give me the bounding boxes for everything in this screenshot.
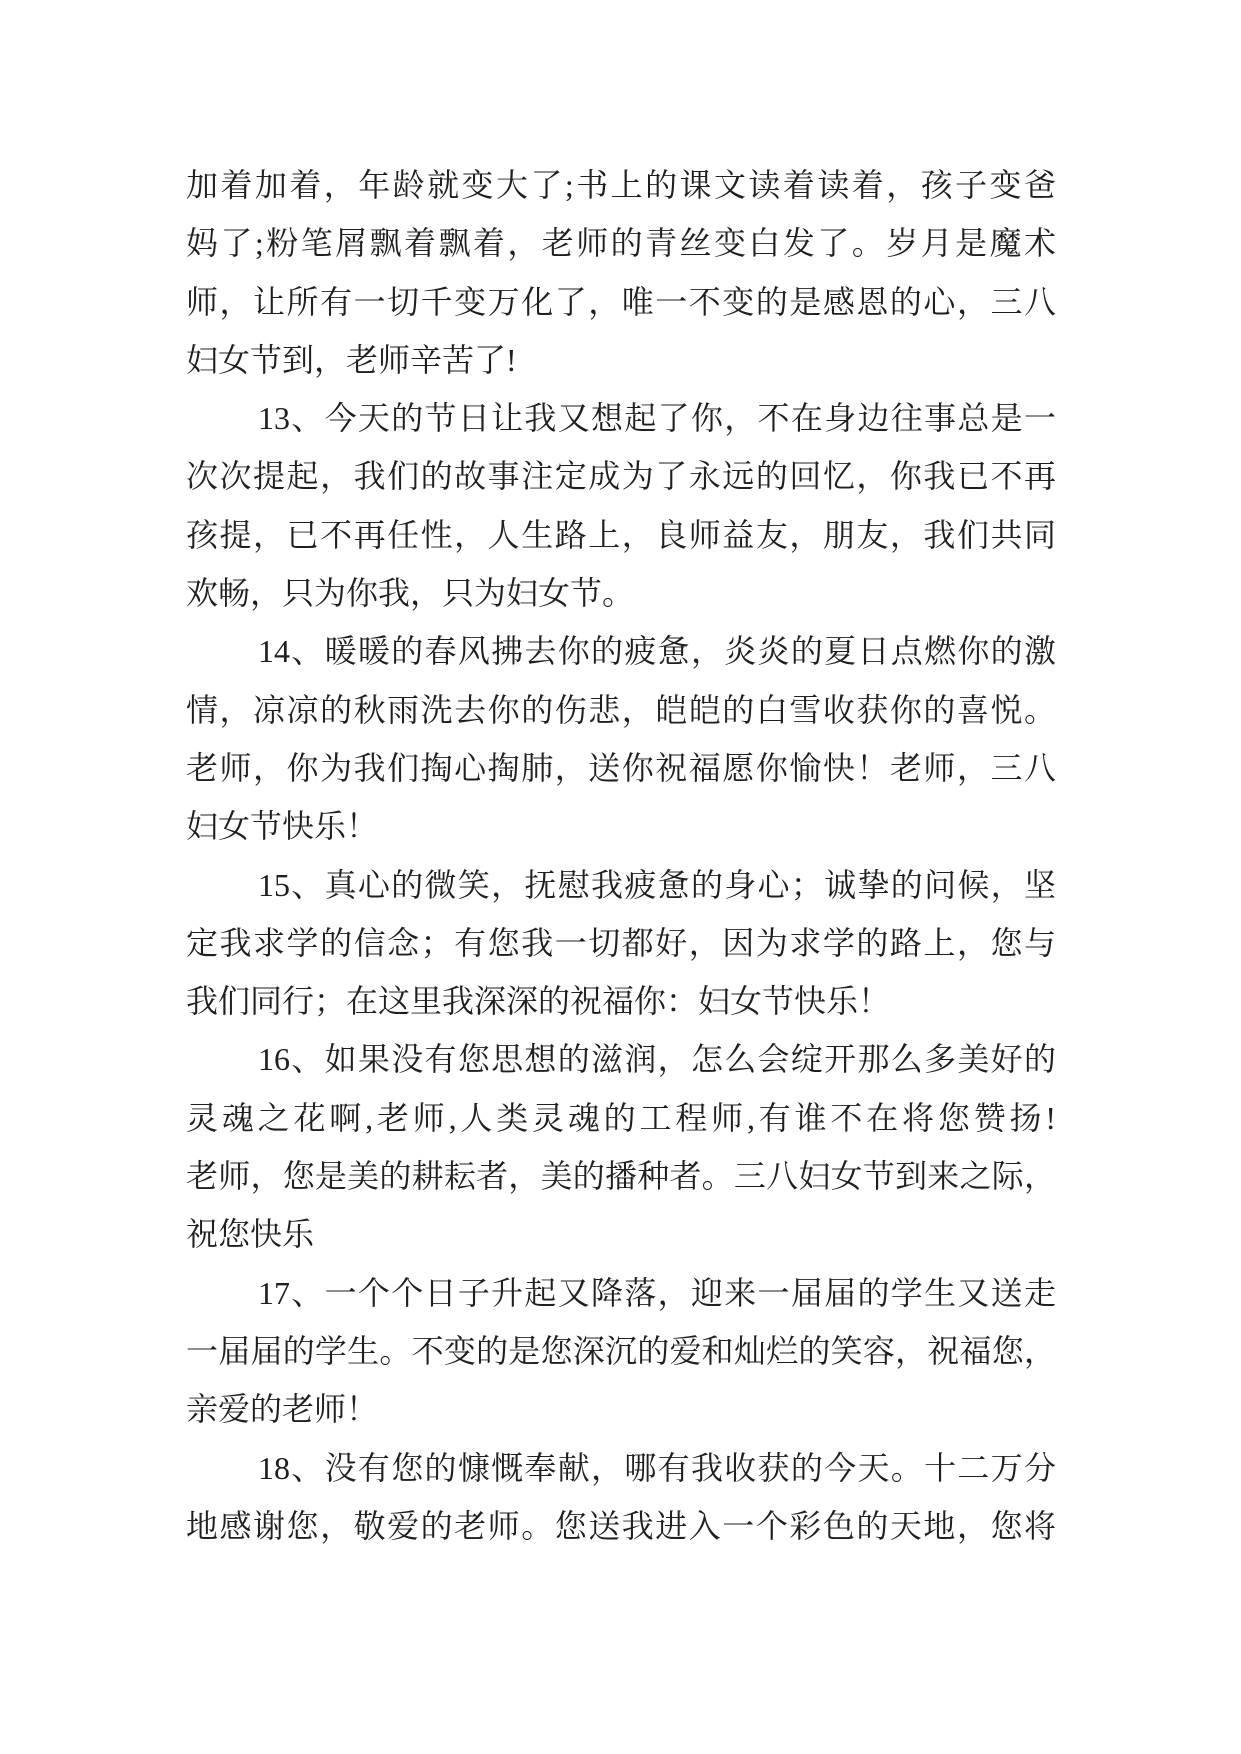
text-line: 欢畅，只为你我，只为妇女节。 xyxy=(186,575,635,612)
document-page xyxy=(186,156,1056,1555)
text-line: 16、如果没有您思想的滋润，怎么会绽开那么多美好的 xyxy=(258,1041,1056,1078)
text-line: 我们同行；在这里我深深的祝福你：妇女节快乐！ xyxy=(186,983,891,1020)
text-line: 祝您快乐 xyxy=(186,1216,315,1253)
para-13 xyxy=(186,389,1056,622)
text-line: 次次提起，我们的故事注定成为了永远的回忆，你我已不再 xyxy=(186,458,1056,495)
text-line: 17、一个个日子升起又降落，迎来一届届的学生又送走 xyxy=(258,1274,1056,1311)
para-18 xyxy=(186,1439,1056,1556)
text-line: 13、今天的节日让我又想起了你，不在身边往事总是一 xyxy=(258,400,1056,437)
para-16 xyxy=(186,1030,1056,1263)
para-15 xyxy=(186,856,1056,1031)
text-line: 14、暖暖的春风拂去你的疲惫，炎炎的夏日点燃你的激 xyxy=(258,633,1056,670)
para-14 xyxy=(186,622,1056,855)
text-line: 妈了;粉笔屑飘着飘着，老师的青丝变白发了。岁月是魔术 xyxy=(186,225,1056,262)
text-line: 定我求学的信念；有您我一切都好，因为求学的路上，您与 xyxy=(186,924,1056,961)
text-line: 15、真心的微笑，抚慰我疲惫的身心；诚挚的问候，坚 xyxy=(258,866,1056,903)
text-line: 加着加着，年龄就变大了;书上的课文读着读着，孩子变爸 xyxy=(186,167,1056,203)
text-line: 老师，您是美的耕耘者，美的播种者。三八妇女节到来之际， xyxy=(186,1158,1056,1195)
text-line: 师，让所有一切千变万化了，唯一不变的是感恩的心，三八 xyxy=(186,283,1056,320)
text-line: 老师，你为我们掏心掏肺，送你祝福愿你愉快！老师，三八 xyxy=(186,749,1056,786)
text-line: 孩提，已不再任性，人生路上，良师益友，朋友，我们共同 xyxy=(186,516,1056,553)
text-line: 灵魂之花啊,老师,人类灵魂的工程师,有谁不在将您赞扬! xyxy=(186,1099,1056,1136)
text-line: 18、没有您的慷慨奉献，哪有我收获的今天。十二万分 xyxy=(258,1449,1056,1486)
text-line: 妇女节快乐！ xyxy=(186,808,379,845)
para-17 xyxy=(186,1264,1056,1439)
text-line: 一届届的学生。不变的是您深沉的爱和灿烂的笑容，祝福您， xyxy=(186,1332,1056,1369)
text-line: 妇女节到，老师辛苦了! xyxy=(186,341,517,378)
para-12-continuation xyxy=(186,156,1056,389)
text-line: 情，凉凉的秋雨洗去你的伤悲，皑皑的白雪收获你的喜悦。 xyxy=(186,691,1056,728)
text-line: 地感谢您，敬爱的老师。您送我进入一个彩色的天地，您将 xyxy=(186,1507,1056,1544)
text-line: 亲爱的老师！ xyxy=(186,1391,379,1428)
